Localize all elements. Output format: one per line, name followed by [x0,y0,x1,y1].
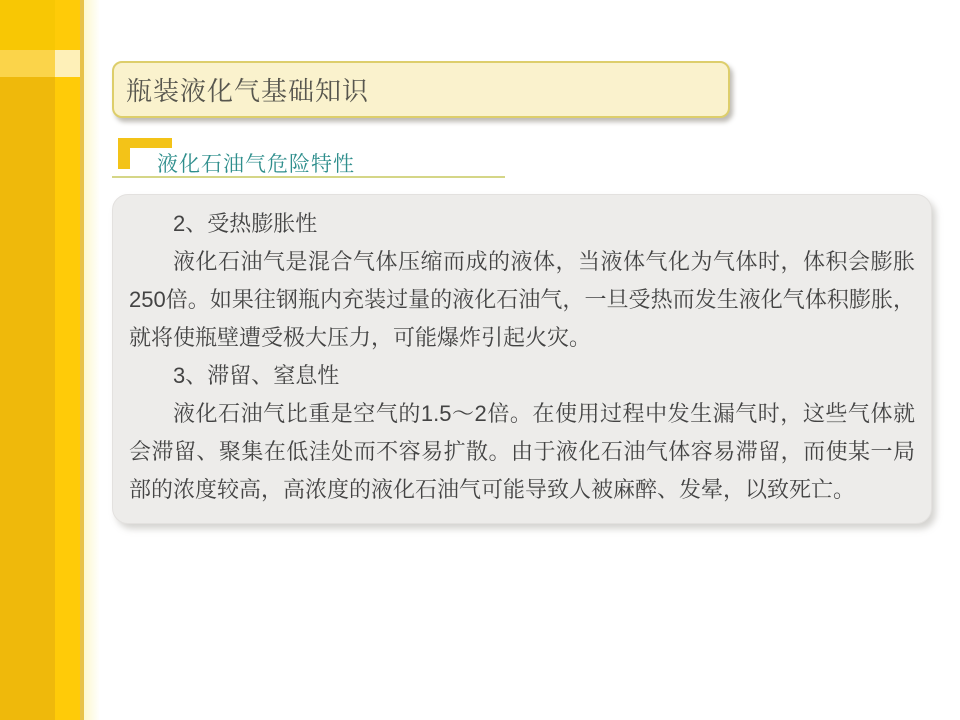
sidebar-top-block [0,0,55,50]
sidebar-column-bright [55,0,80,720]
section-title: 液化石油气危险特性 [157,153,355,176]
title-box [112,61,730,118]
content-heading-2: 3、滞留、窒息性 [173,363,340,388]
sidebar-stripe-left [0,50,55,77]
page-title: 瓶装液化气基础知识 [126,76,370,106]
sidebar-fade [84,0,100,720]
section-underline [112,176,505,178]
content-heading-1: 2、受热膨胀性 [173,211,318,236]
content-paragraph-1: 液化石油气是混合气体压缩而成的液体，当液体气化为气体时，体积会膨胀250倍。如果往钢瓶内充装过量的液化石油气，一旦受热而发生液化气体积膨胀，就将使瓶壁遭受极大压力，可能爆炸引起火灾。 [129,249,915,350]
content-paragraph-2: 液化石油气比重是空气的1.5～2倍。在使用过程中发生漏气时，这些气体就会滞留、聚集在低洼处而不容易扩散。由于液化石油气体容易滞留，而使某一局部的浓度较高，高浓度的液化石油气可能导致人被麻醉、发晕，以致死亡。 [129,401,915,502]
sidebar-column-dark [0,0,55,720]
content-card [112,194,932,524]
